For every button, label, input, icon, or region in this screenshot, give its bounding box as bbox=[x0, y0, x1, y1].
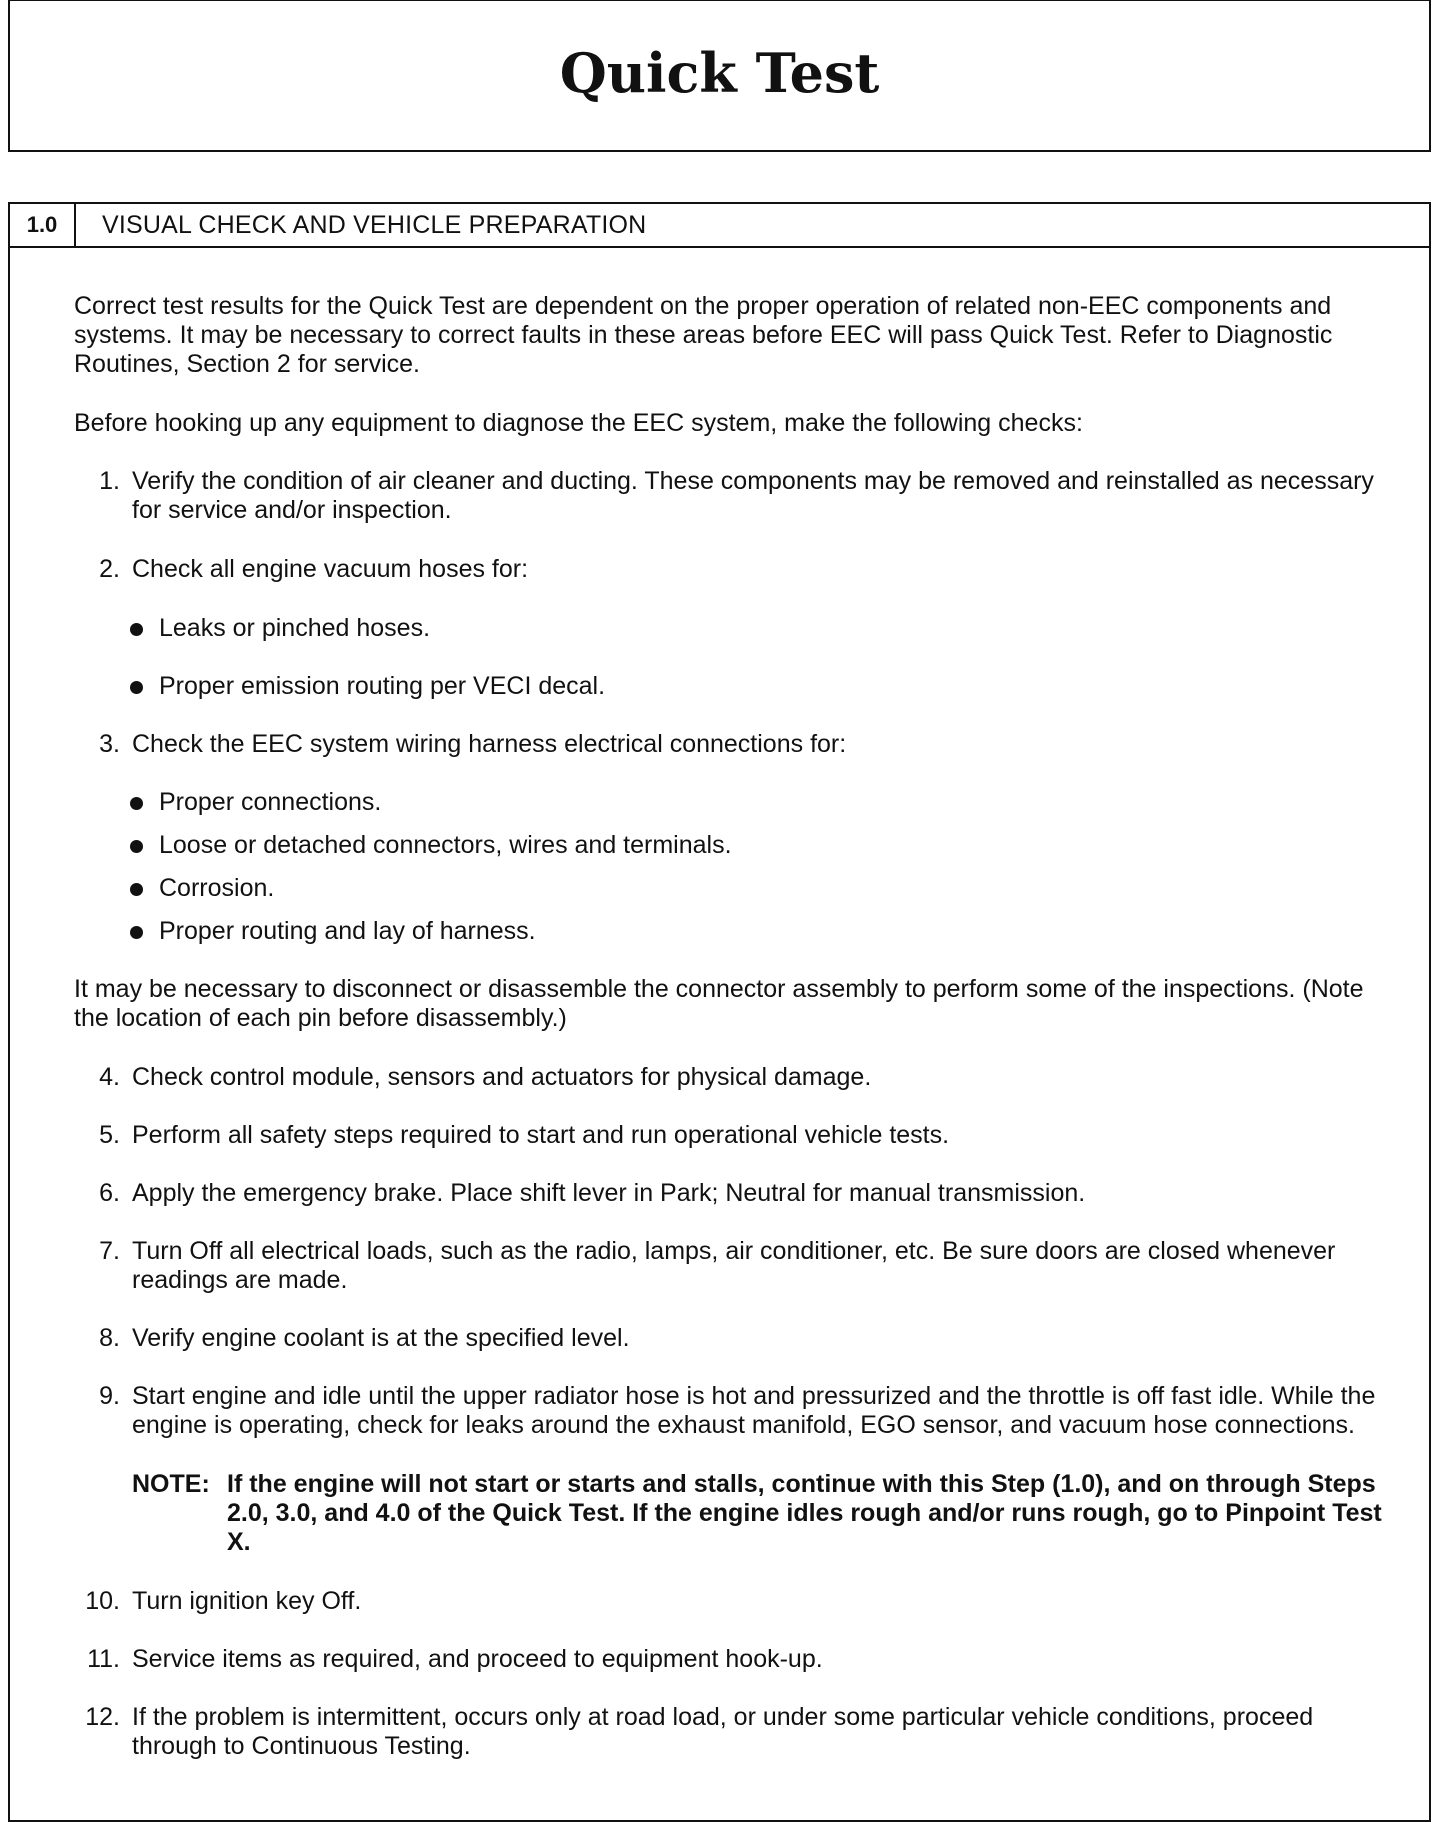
section-box bbox=[8, 202, 1431, 1822]
bullet-text: Loose or detached connectors, wires and terminals. bbox=[159, 831, 732, 859]
bullet-dot bbox=[130, 926, 143, 939]
bullet-dot bbox=[130, 840, 143, 853]
page-title: Quick Test bbox=[559, 41, 880, 105]
bullet-text: Proper emission routing per VECI decal. bbox=[159, 672, 606, 700]
step-text: Check control module, sensors and actuators for physical damage. bbox=[132, 1063, 872, 1091]
step-number: 2. bbox=[99, 555, 120, 583]
step-text: If the problem is intermittent, occurs only at road load, or under some particular vehicle conditions, proceed through to Continuous Testing. bbox=[132, 1703, 1314, 1760]
step-number: 3. bbox=[99, 730, 120, 758]
bullet-text: Proper connections. bbox=[159, 788, 382, 816]
bullet-text: Leaks or pinched hoses. bbox=[159, 614, 431, 642]
bullet-dot bbox=[130, 797, 143, 810]
section-header bbox=[10, 204, 1429, 248]
step-number: 11. bbox=[87, 1645, 120, 1673]
step-7 bbox=[74, 1237, 1384, 1295]
step-text: Perform all safety steps required to start and run operational vehicle tests. bbox=[132, 1121, 950, 1149]
step-number: 8. bbox=[99, 1324, 120, 1352]
step-6 bbox=[74, 1179, 1384, 1208]
step-8 bbox=[74, 1324, 1384, 1353]
bullet-item bbox=[130, 672, 1384, 701]
bullet-dot bbox=[130, 681, 143, 694]
step-11 bbox=[74, 1645, 1384, 1674]
step-text: Turn ignition key Off. bbox=[132, 1587, 362, 1615]
step-text: Check all engine vacuum hoses for: bbox=[132, 555, 529, 583]
step-4 bbox=[74, 1063, 1384, 1092]
step-number: 12. bbox=[85, 1703, 120, 1731]
section-number: 1.0 bbox=[10, 204, 76, 246]
note-label: NOTE: bbox=[132, 1470, 210, 1498]
step-number: 10. bbox=[85, 1587, 120, 1615]
step-text: Service items as required, and proceed to equipment hook-up. bbox=[132, 1645, 823, 1673]
bullet-text: Corrosion. bbox=[159, 874, 275, 902]
step-12 bbox=[74, 1703, 1384, 1761]
step-9 bbox=[74, 1382, 1384, 1440]
note-block bbox=[132, 1470, 1384, 1557]
note-text: If the engine will not start or starts and stalls, continue with this Step (1.0), and on through Steps 2.0, 3.0, and 4.0 of the Quick Test. If the engine idles rough and/or runs rough, go to Pinpoint Test X. bbox=[227, 1470, 1382, 1556]
bullet-item bbox=[130, 831, 1384, 860]
checks-intro: Before hooking up any equipment to diagnose the EEC system, make the following checks: bbox=[74, 409, 1083, 437]
step-5 bbox=[74, 1121, 1384, 1150]
step-number: 5. bbox=[99, 1121, 120, 1149]
bullet-item bbox=[130, 788, 1384, 817]
step-text: Apply the emergency brake. Place shift lever in Park; Neutral for manual transmission. bbox=[132, 1179, 1086, 1207]
step-text: Verify engine coolant is at the specified level. bbox=[132, 1324, 630, 1352]
step-1 bbox=[74, 467, 1384, 525]
step-number: 4. bbox=[99, 1063, 120, 1091]
title-box bbox=[8, 0, 1431, 152]
bullet-item bbox=[130, 917, 1384, 946]
bullet-item bbox=[130, 874, 1384, 903]
step-number: 1. bbox=[99, 467, 120, 495]
step-number: 9. bbox=[99, 1382, 120, 1410]
bullet-text: Proper routing and lay of harness. bbox=[159, 917, 536, 945]
step-3 bbox=[74, 730, 1384, 759]
bullet-item bbox=[130, 614, 1384, 643]
bullet-dot bbox=[130, 623, 143, 636]
step-number: 7. bbox=[99, 1237, 120, 1265]
intro-paragraph: Correct test results for the Quick Test are dependent on the proper operation of related non-EEC components and systems. It may be necessary to correct faults in these areas before EEC will pass Quick Test. Refer to Diagnostic Routines, Section 2 for service. bbox=[74, 292, 1333, 378]
bullet-dot bbox=[130, 883, 143, 896]
connector-paragraph: It may be necessary to disconnect or disassemble the connector assembly to perform some of the inspections. (Note the location of each pin before disassembly.) bbox=[74, 975, 1364, 1032]
section-title: VISUAL CHECK AND VEHICLE PREPARATION bbox=[102, 211, 647, 239]
step-10 bbox=[74, 1587, 1384, 1616]
step-text: Turn Off all electrical loads, such as the radio, lamps, air conditioner, etc. Be sure doors are closed whenever readings are made. bbox=[132, 1237, 1336, 1294]
step-text: Start engine and idle until the upper radiator hose is hot and pressurized and the throttle is off fast idle. While the engine is operating, check for leaks around the exhaust manifold, EGO sensor, and vacuum hose connections. bbox=[132, 1382, 1376, 1439]
step-number: 6. bbox=[99, 1179, 120, 1207]
step-text: Check the EEC system wiring harness electrical connections for: bbox=[132, 730, 847, 758]
section-content bbox=[74, 282, 1384, 1761]
step-2 bbox=[74, 555, 1384, 584]
step-text: Verify the condition of air cleaner and ducting. These components may be removed and reinstalled as necessary for service and/or inspection. bbox=[132, 467, 1374, 524]
